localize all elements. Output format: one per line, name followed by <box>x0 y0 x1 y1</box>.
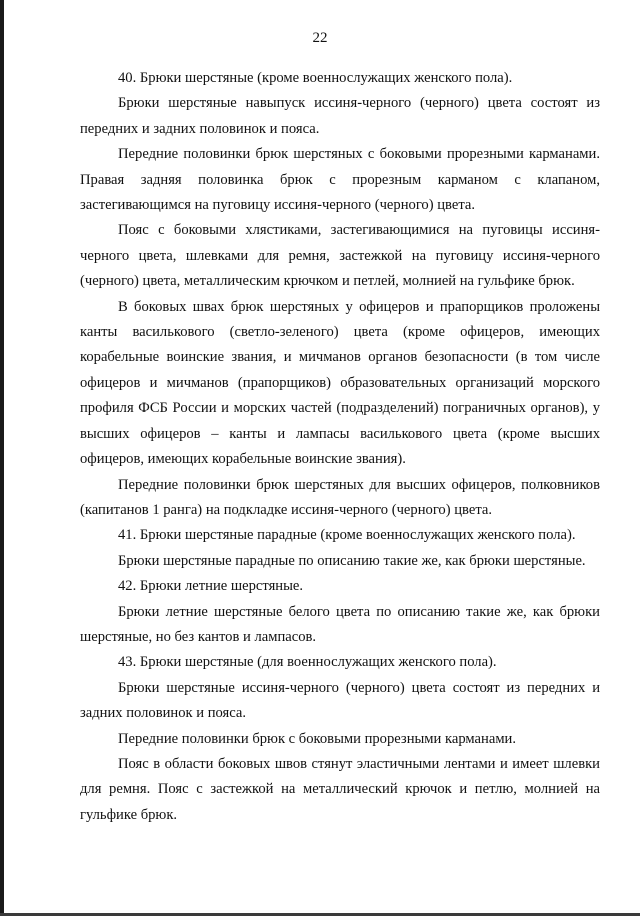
page-number: 22 <box>312 30 328 46</box>
paragraph-item-40-heading: 40. Брюки шерстяные (кроме военнослужащих женского пола). <box>118 70 513 86</box>
paragraph-item-43-heading: 43. Брюки шерстяные (для военнослужащих женского пола). <box>118 654 497 671</box>
scan-left-edge <box>0 0 4 916</box>
paragraph-lining-senior-officers: Передние половинки брюк шерстяных для высших офицеров, полковников (капитанов 1 ранга) на подкладке иссиня-черного (черного) цвета. <box>80 476 600 518</box>
document-body <box>80 66 600 828</box>
paragraph-item-42-heading: 42. Брюки летние шерстяные. <box>118 578 304 595</box>
paragraph-item-43-front-halves: Передние половинки брюк с боковыми прорезными карманами. <box>118 730 517 747</box>
paragraph-item-43-waistband: Пояс в области боковых швов стянут эластичными лентами и имеет шлевки для ремня. Пояс с застежкой на металлический крючок и петлю, молнией на гульфике брюк. <box>80 755 600 823</box>
paragraph-item-41-heading: 41. Брюки шерстяные парадные (кроме военнослужащих женского пола). <box>118 527 576 544</box>
paragraph-item-40-composition: Брюки шерстяные навыпуск иссиня-черного (черного) цвета состоят из передних и задних половинок и пояса. <box>80 95 600 137</box>
paragraph-item-41-description: Брюки шерстяные парадные по описанию такие же, как брюки шерстяные. <box>118 552 586 569</box>
paragraph-item-42-description: Брюки летние шерстяные белого цвета по описанию такие же, как брюки шерстяные, но без кантов и лампасов. <box>80 603 600 645</box>
paragraph-side-seam-piping: В боковых швах брюк шерстяных у офицеров и прапорщиков проложены канты василькового (светло-зеленого) цвета (кроме офицеров, имеющих корабельные воинские звания, и мичманов органов безопасности (в том числе офицеров и мичманов (прапорщиков) образовательных организаций морского профиля ФСБ России и морских частей (подразделений) пограничных органов), у высших офицеров – канты и лампасы василькового цвета (кроме высших офицеров, имеющих корабельные воинские звания). <box>80 298 600 468</box>
paragraph-front-back-halves: Передние половинки брюк шерстяных с боковыми прорезными карманами. Правая задняя половинка брюк с прорезным карманом с клапаном, застегивающимся на пуговицу иссиня-черного (черного) цвета. <box>80 146 600 214</box>
paragraph-item-43-composition: Брюки шерстяные иссиня-черного (черного) цвета состоят из передних и задних половинок и пояса. <box>80 679 600 722</box>
paragraph-waistband: Пояс с боковыми хлястиками, застегивающимися на пуговицы иссиня-черного цвета, шлевками для ремня, застежкой на пуговицу иссиня-черного (черного) цвета, металлическим крючком и петлей, молнией на гульфике брюк. <box>80 222 600 290</box>
